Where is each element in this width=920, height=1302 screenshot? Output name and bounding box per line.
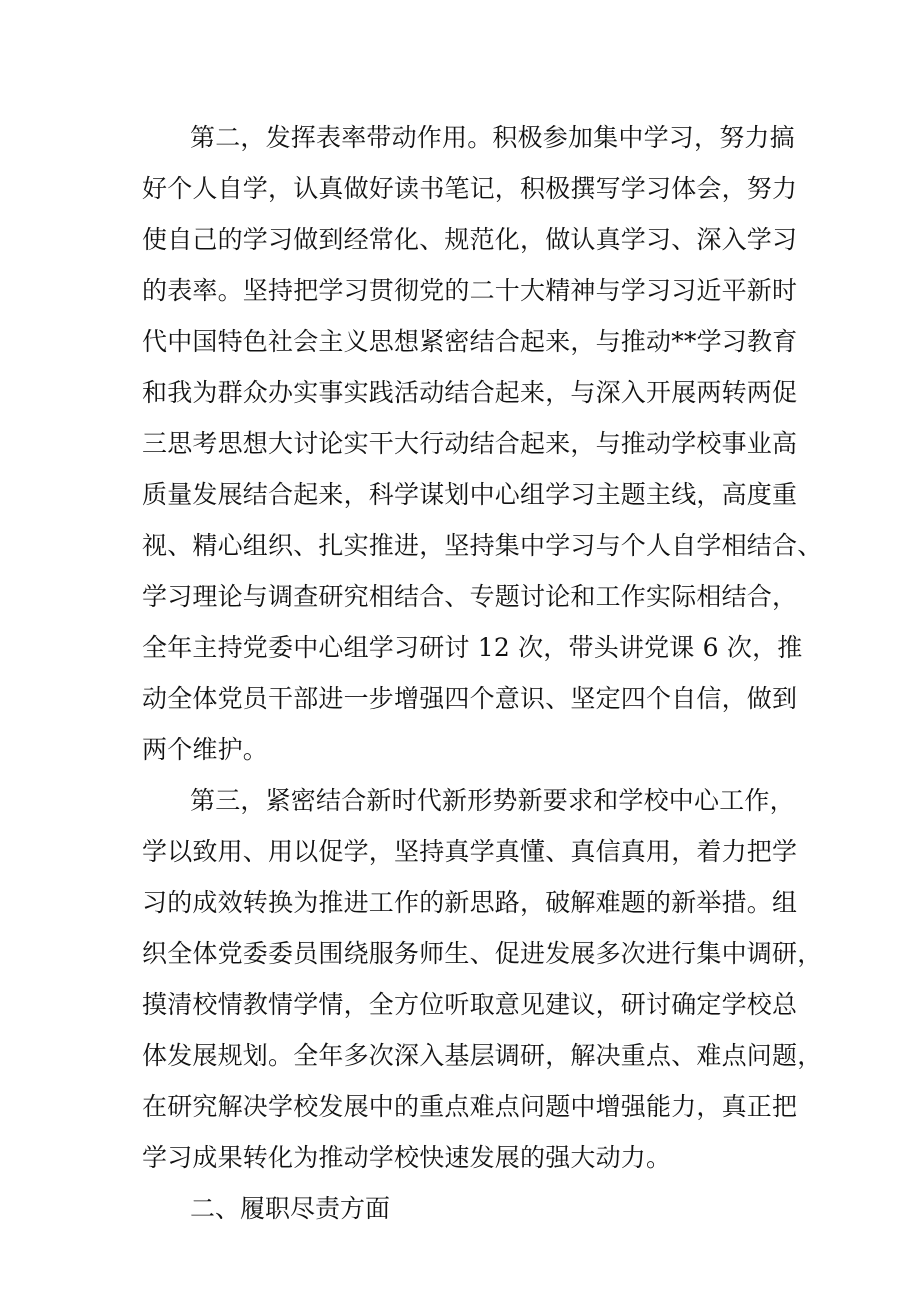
paragraph-line: 两个维护。 <box>142 735 269 764</box>
paragraph-line: 体发展规划。全年多次深入基层调研，解决重点、难点问题， <box>142 1041 823 1070</box>
paragraph-line: 视、精心组织、扎实推进，坚持集中学习与个人自学相结合、 <box>142 531 823 560</box>
section-heading: 二、履职尽责方面 <box>190 1194 391 1223</box>
paragraph-line: 织全体党委委员围绕服务师生、促进发展多次进行集中调研， <box>142 939 823 968</box>
paragraph-third <box>142 775 823 1183</box>
paragraph-line: 第二，发挥表率带动作用。积极参加集中学习，努力搞 <box>190 123 795 152</box>
paragraph-line: 质量发展结合起来，科学谋划中心组学习主题主线，高度重 <box>142 480 798 509</box>
paragraph-line: 第三，紧密结合新时代新形势新要求和学校中心工作， <box>190 786 795 815</box>
paragraph-second <box>142 112 823 775</box>
paragraph-line: 在研究解决学校发展中的重点难点问题中增强能力，真正把 <box>142 1092 798 1121</box>
paragraph-line: 习的成效转换为推进工作的新思路，破解难题的新举措。组 <box>142 888 798 917</box>
paragraph-line: 学以致用、用以促学，坚持真学真懂、真信真用，着力把学 <box>142 837 798 866</box>
paragraph-line: 使自己的学习做到经常化、规范化，做认真学习、深入学习 <box>142 225 798 254</box>
paragraph-line: 学习成果转化为推动学校快速发展的强大动力。 <box>142 1143 672 1172</box>
document-body <box>142 112 823 1234</box>
paragraph-line: 好个人自学，认真做好读书笔记，积极撰写学习体会，努力 <box>142 174 798 203</box>
paragraph-line: 代中国特色社会主义思想紧密结合起来，与推动**学习教育 <box>142 327 798 356</box>
paragraph-line: 学习理论与调查研究相结合、专题讨论和工作实际相结合， <box>142 582 798 611</box>
paragraph-line: 三思考思想大讨论实干大行动结合起来，与推动学校事业高 <box>142 429 798 458</box>
paragraph-line: 和我为群众办实事实践活动结合起来，与深入开展两转两促 <box>142 378 798 407</box>
paragraph-line: 的表率。坚持把学习贯彻党的二十大精神与学习习近平新时 <box>142 276 798 305</box>
paragraph-line: 摸清校情教情学情，全方位听取意见建议，研讨确定学校总 <box>142 990 798 1019</box>
paragraph-line: 全年主持党委中心组学习研讨 12 次，带头讲党课 6 次，推 <box>142 633 803 662</box>
paragraph-line: 动全体党员干部进一步增强四个意识、坚定四个自信，做到 <box>142 684 798 713</box>
